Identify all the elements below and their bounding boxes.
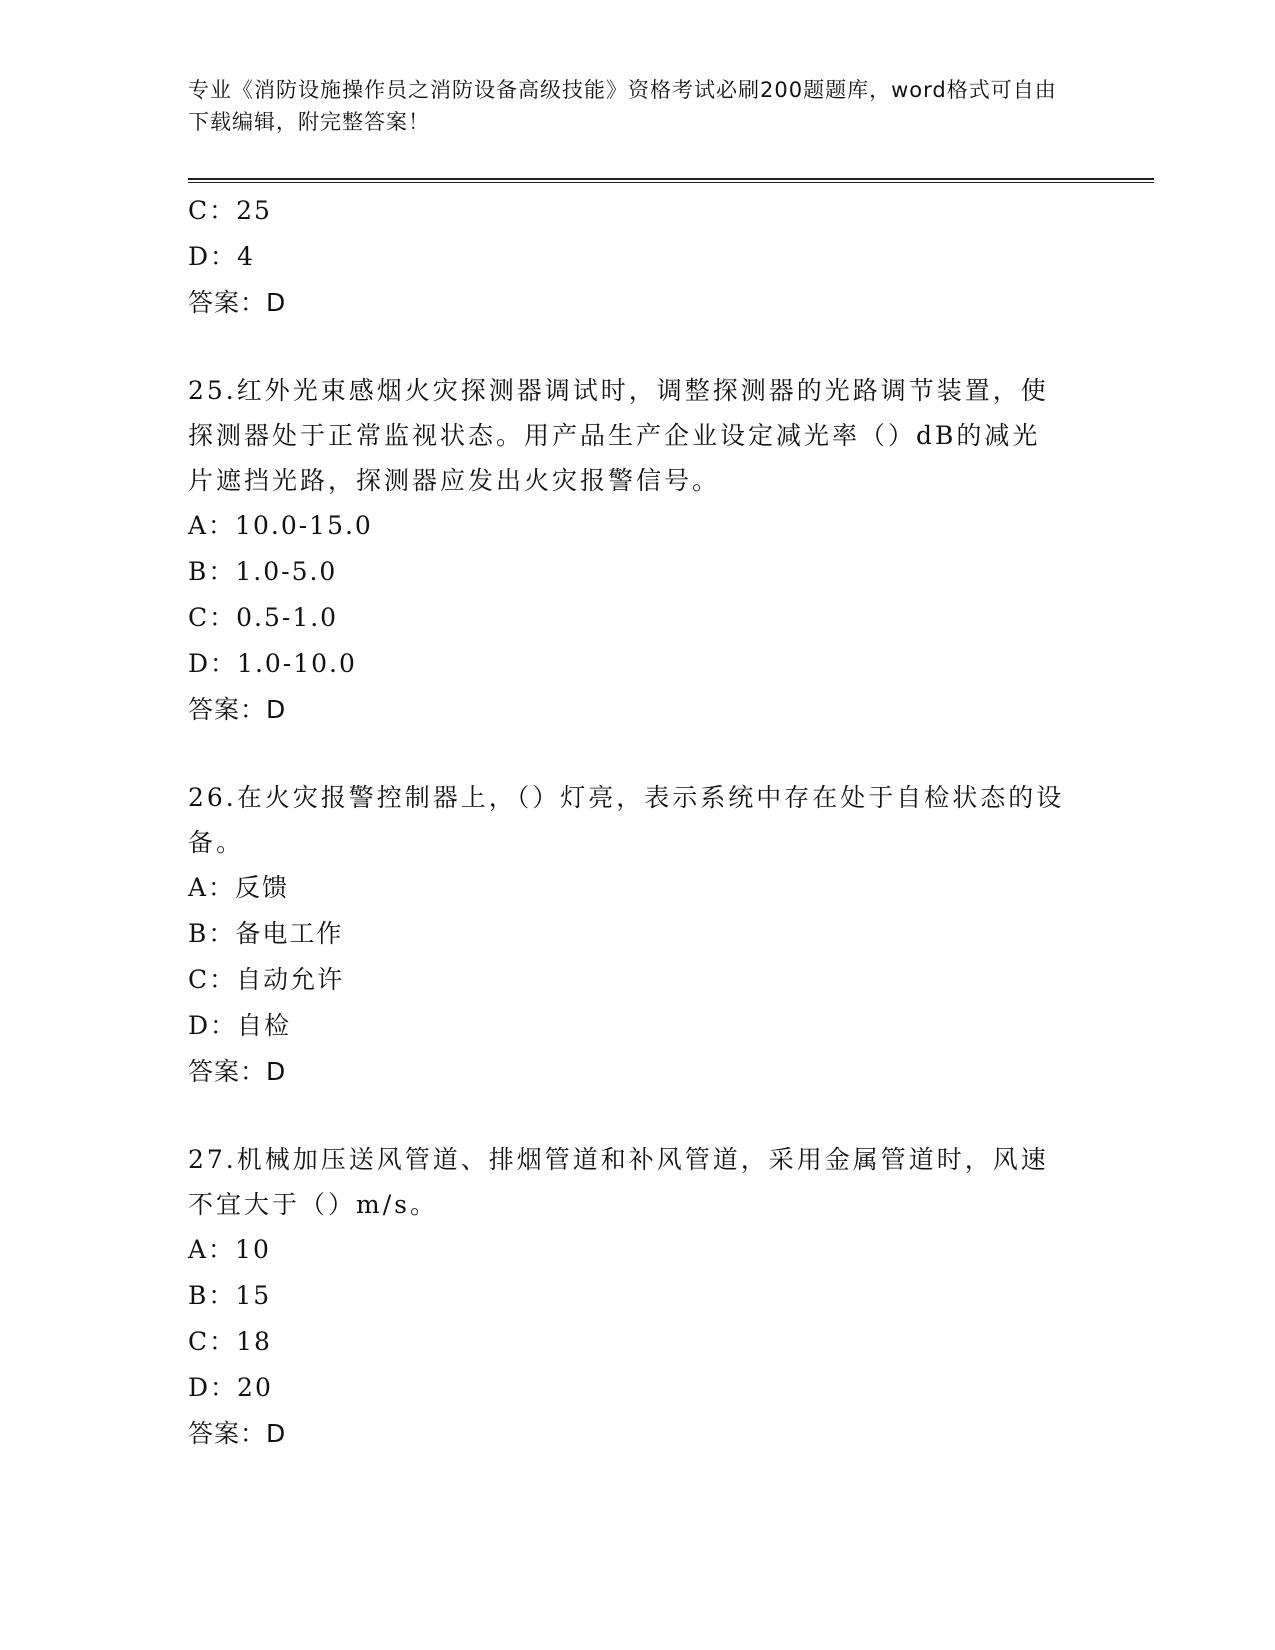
answer: 答案：D	[188, 288, 287, 317]
question-text: 27.机械加压送风管道、排烟管道和补风管道，采用金属管道时，风速不宜大于（）m/s。	[188, 1145, 1049, 1219]
question-list	[188, 188, 1088, 1457]
answer: 答案：D	[188, 1057, 287, 1086]
option-b: B：15	[188, 1281, 272, 1310]
option-b: B：备电工作	[188, 919, 344, 948]
option-a: A：10	[188, 1235, 271, 1264]
option-c: C：25	[188, 196, 272, 225]
option-d: D：1.0-10.0	[188, 649, 357, 678]
option-c: C：0.5-1.0	[188, 603, 339, 632]
option-c: C：18	[188, 1327, 272, 1356]
option-a: A：反馈	[188, 873, 290, 902]
option-c: C：自动允许	[188, 965, 345, 994]
question-text: 25.红外光束感烟火灾探测器调试时，调整探测器的光路调节装置，使探测器处于正常监视状态。用产品生产企业设定减光率（）dB的减光片遮挡光路，探测器应发出火灾报警信号。	[188, 376, 1049, 495]
question-26	[188, 775, 1088, 1095]
question-25	[188, 368, 1088, 733]
option-d: D：20	[188, 1373, 273, 1402]
option-d: D：4	[188, 242, 255, 271]
answer: 答案：D	[188, 695, 287, 724]
page-header: 专业《消防设施操作员之消防设备高级技能》资格考试必刷200题题库，word格式可自由下载编辑，附完整答案！	[188, 78, 1057, 134]
option-b: B：1.0-5.0	[188, 557, 338, 586]
option-a: A：10.0-15.0	[188, 511, 373, 540]
header-divider	[188, 178, 1154, 183]
answer: 答案：D	[188, 1419, 287, 1448]
question-text: 26.在火灾报警控制器上，（）灯亮，表示系统中存在处于自检状态的设备。	[188, 783, 1065, 857]
option-d: D：自检	[188, 1011, 292, 1040]
question-27	[188, 1137, 1088, 1457]
